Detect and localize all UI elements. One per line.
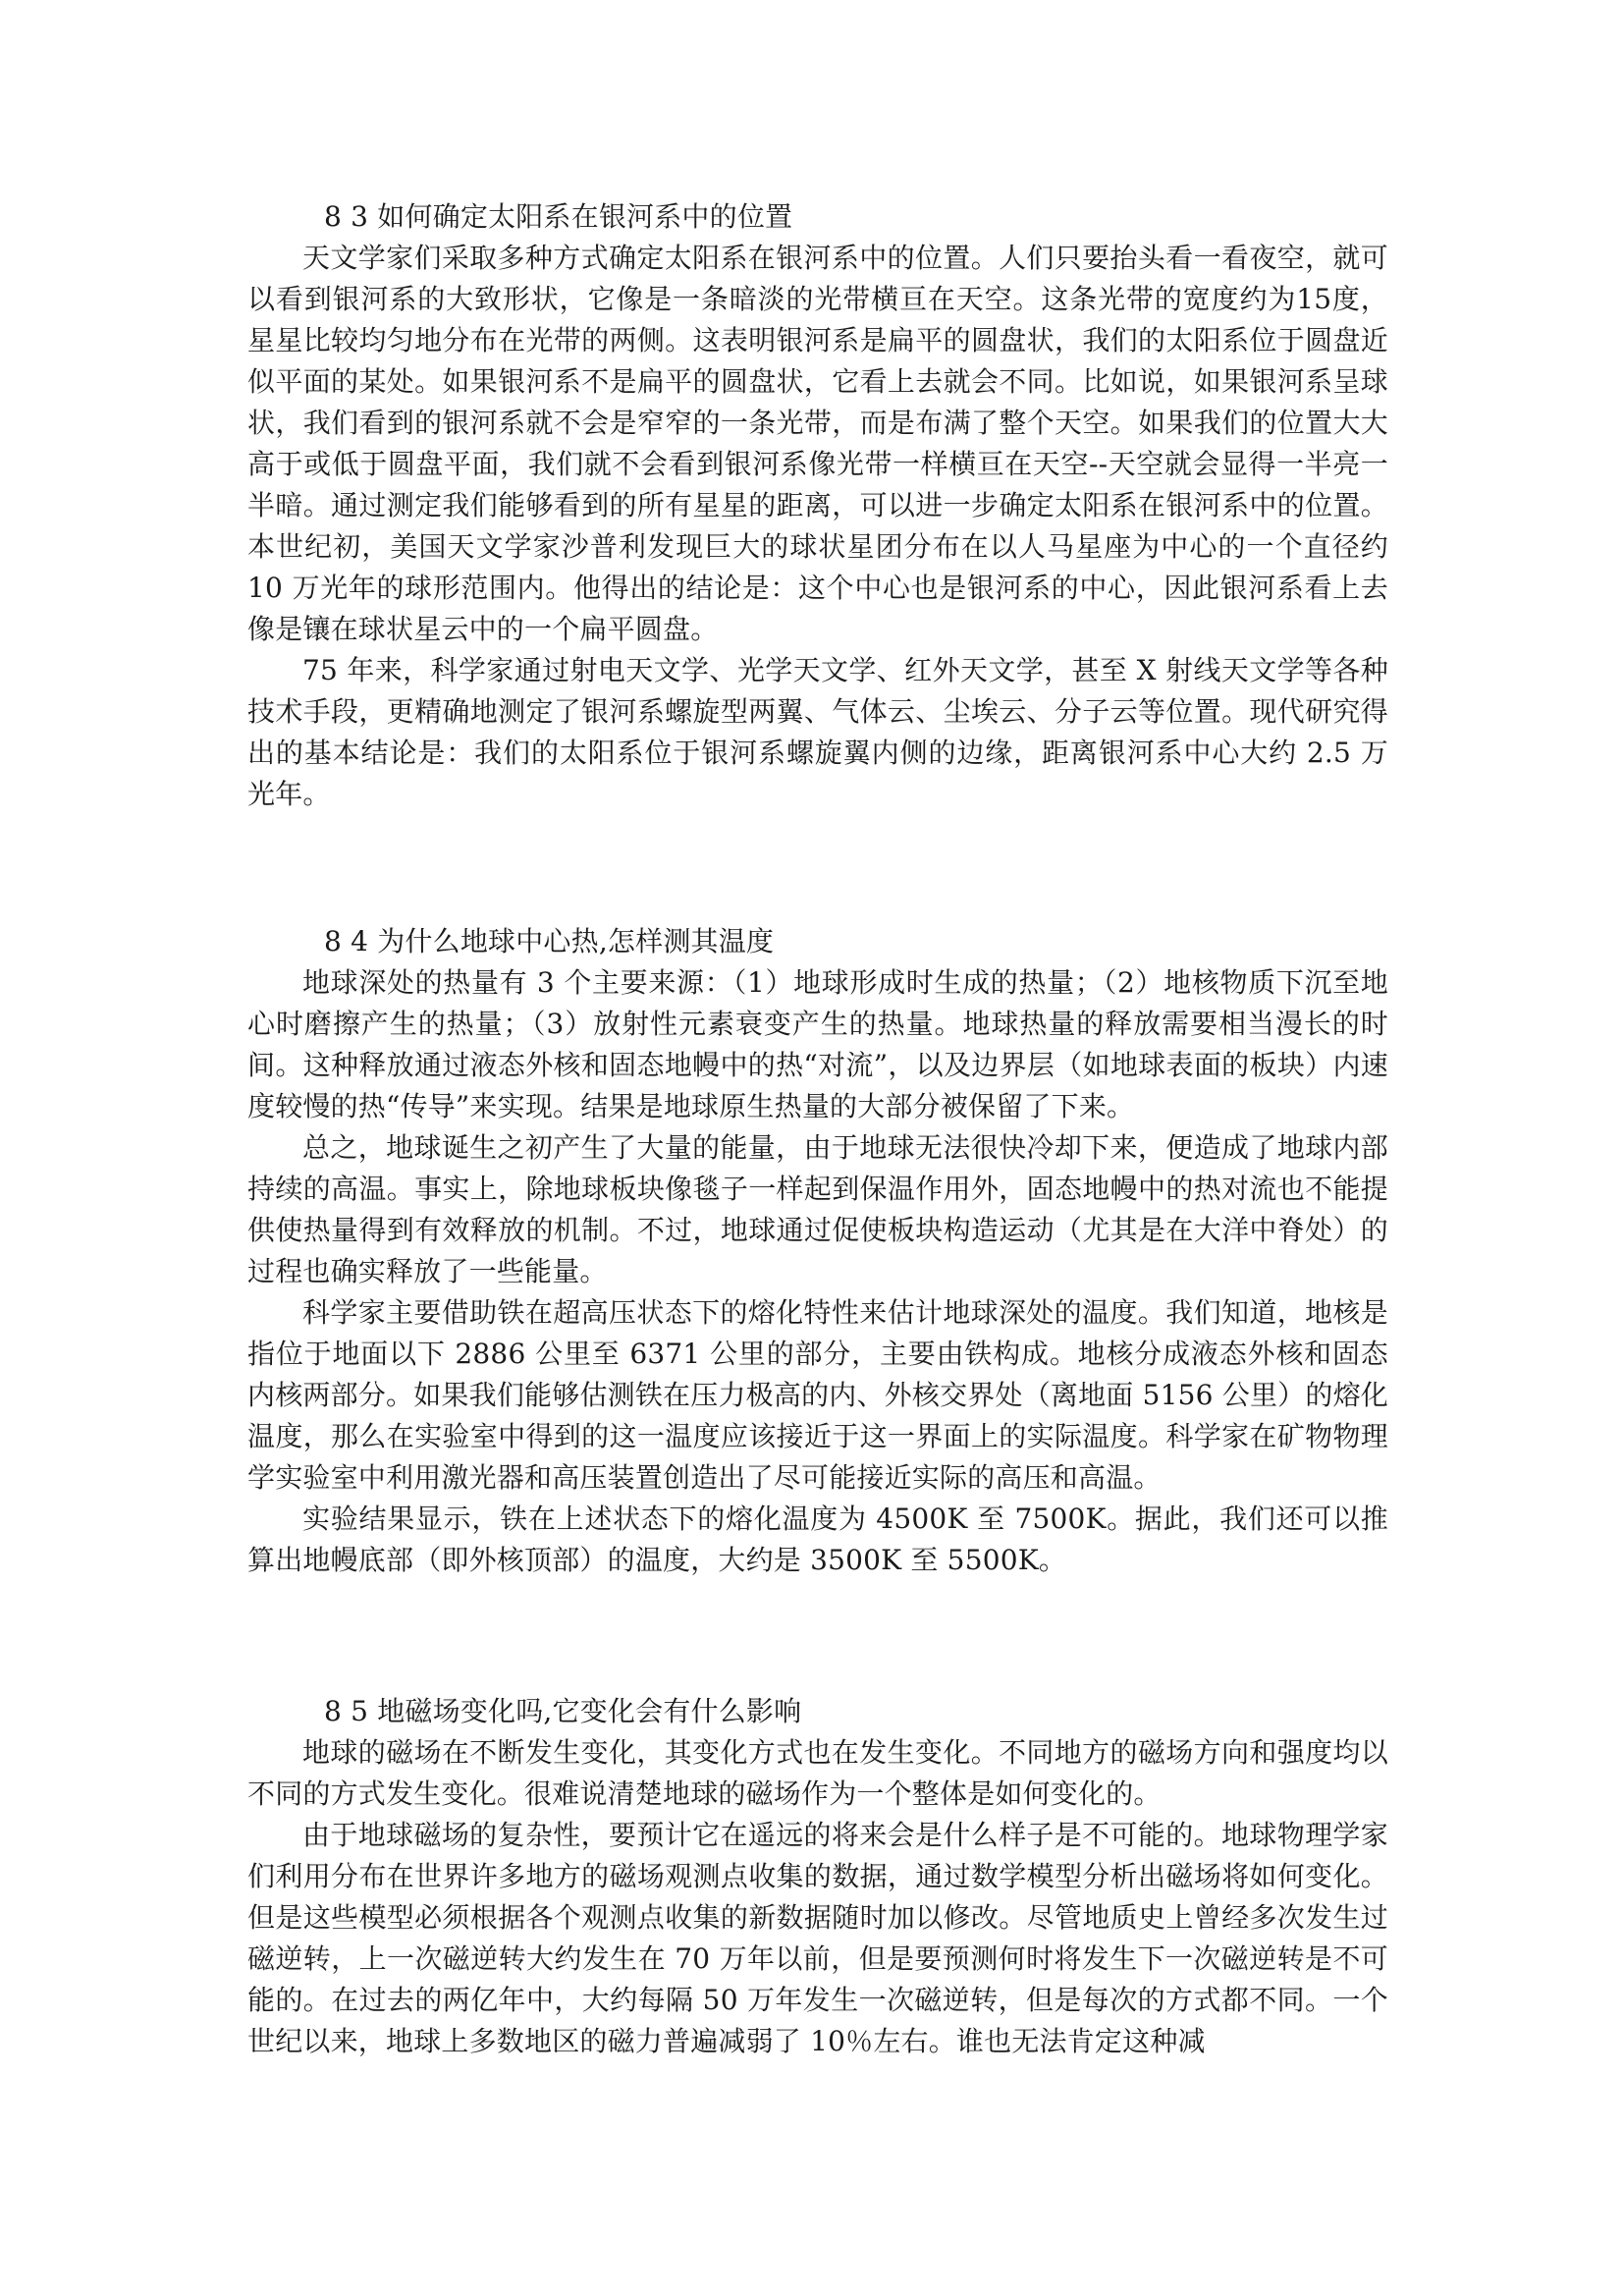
paragraph: 地球深处的热量有 3 个主要来源：（1）地球形成时生成的热量；（2）地核物质下沉至地心时磨擦产生的热量；（3）放射性元素衰变产生的热量。地球热量的释放需要相当漫长的时间。这种释放通过液态外核和固态地幔中的热“对流”，以及边界层（如地球表面的板块）内速度较慢的热“传导”来实现。结果是地球原生热量的大部分被保留了下来。 (247, 966, 1388, 1122)
paragraph: 科学家主要借助铁在超高压状态下的熔化特性来估计地球深处的温度。我们知道，地核是指位于地面以下 2886 公里至 6371 公里的部分，主要由铁构成。地核分成液态外核和固态内核两部分。如果我们能够估测铁在压力极高的内、外核交界处（离地面 5156 公里）的熔化温度，那么在实验室中得到的这一温度应该接近于这一界面上的实际温度。科学家在矿物物理学实验室中利用激光器和高压装置创造出了尽可能接近实际的高压和高温。 (247, 1296, 1388, 1494)
paragraph: 由于地球磁场的复杂性，要预计它在遥远的将来会是什么样子是不可能的。地球物理学家们利用分布在世界许多地方的磁场观测点收集的数据，通过数学模型分析出磁场将如何变化。但是这些模型必须根据各个观测点收集的新数据随时加以修改。尽管地质史上曾经多次发生过磁逆转，上一次磁逆转大约发生在 70 万年以前，但是要预测何时将发生下一次磁逆转是不可能的。在过去的两亿年中，大约每隔 50 万年发生一次磁逆转，但是每次的方式都不同。一个世纪以来，地球上多数地区的磁力普遍减弱了 10％左右。谁也无法肯定这种减 (247, 1819, 1388, 2057)
section-8-3 (247, 196, 1388, 815)
section-8-5 (247, 1691, 1388, 2062)
paragraph: 天文学家们采取多种方式确定太阳系在银河系中的位置。人们只要抬头看一看夜空，就可以看到银河系的大致形状，它像是一条暗淡的光带横亘在天空。这条光带的宽度约为15度，星星比较均匀地分布在光带的两侧。这表明银河系是扁平的圆盘状，我们的太阳系位于圆盘近似平面的某处。如果银河系不是扁平的圆盘状，它看上去就会不同。比如说，如果银河系呈球状，我们看到的银河系就不会是窄窄的一条光带，而是布满了整个天空。如果我们的位置大大高于或低于圆盘平面，我们就不会看到银河系像光带一样横亘在天空--天空就会显得一半亮一半暗。通过测定我们能够看到的所有星星的距离，可以进一步确定太阳系在银河系中的位置。本世纪初，美国天文学家沙普利发现巨大的球状星团分布在以人马星座为中心的一个直径约 10 万光年的球形范围内。他得出的结论是：这个中心也是银河系的中心，因此银河系看上去像是镶在球状星云中的一个扁平圆盘。 (247, 242, 1388, 645)
paragraph: 地球的磁场在不断发生变化，其变化方式也在发生变化。不同地方的磁场方向和强度均以不同的方式发生变化。很难说清楚地球的磁场作为一个整体是如何变化的。 (247, 1736, 1388, 1810)
section-title: 8 4 为什么地球中心热,怎样测其温度 (324, 925, 775, 957)
paragraph: 总之，地球诞生之初产生了大量的能量，由于地球无法很快冷却下来，便造成了地球内部持续的高温。事实上，除地球板块像毯子一样起到保温作用外，固态地幔中的热对流也不能提供使热量得到有效释放的机制。不过，地球通过促使板块构造运动（尤其是在大洋中脊处）的过程也确实释放了一些能量。 (247, 1131, 1388, 1287)
section-title: 8 5 地磁场变化吗,它变化会有什么影响 (324, 1695, 802, 1727)
paragraph: 实验结果显示，铁在上述状态下的熔化温度为 4500K 至 7500K。据此，我们还可以推算出地幔底部（即外核顶部）的温度，大约是 3500K 至 5500K。 (247, 1503, 1388, 1576)
paragraph: 75 年来，科学家通过射电天文学、光学天文学、红外天文学，甚至 X 射线天文学等各种技术手段，更精确地测定了银河系螺旋型两翼、气体云、尘埃云、分子云等位置。现代研究得出的基本结论是：我们的太阳系位于银河系螺旋翼内侧的边缘，距离银河系中心大约 2.5 万光年。 (247, 654, 1388, 810)
section-8-4 (247, 921, 1388, 1581)
section-title: 8 3 如何确定太阳系在银河系中的位置 (324, 200, 793, 233)
